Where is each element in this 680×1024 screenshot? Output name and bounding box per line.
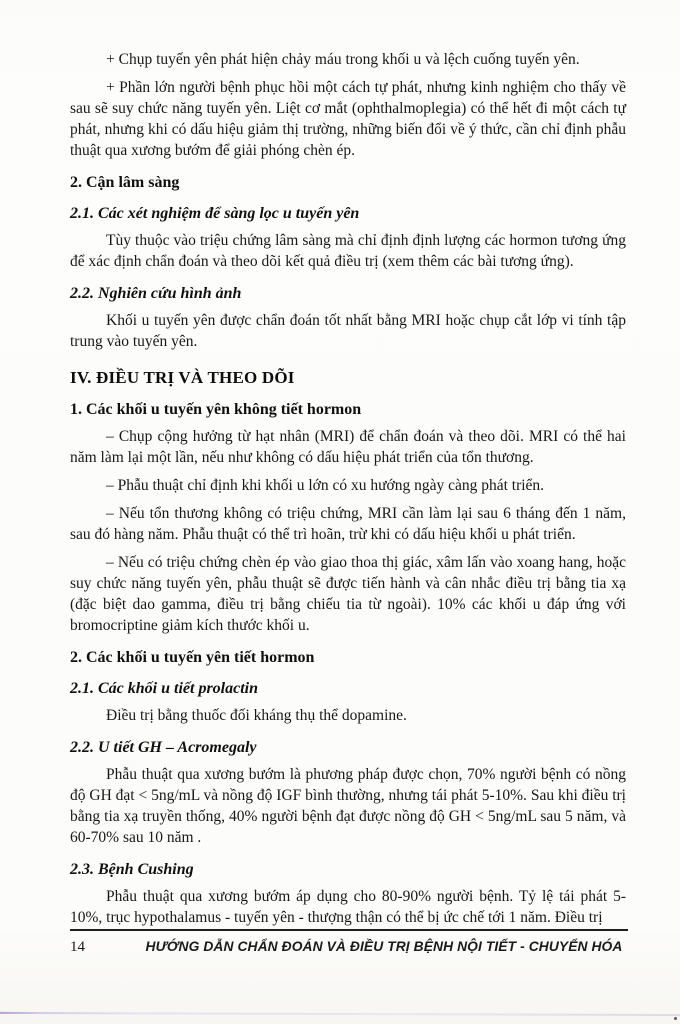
subsection-heading: 2.2. Nghiên cứu hình ảnh xyxy=(70,285,242,302)
paragraph: Phẫu thuật qua xương bướm áp dụng cho 80-90% người bệnh. Tỷ lệ tái phát 5-10%, trục hypothalamus - tuyến yên - thượng thận có thể bị ức chế tới 1 năm. Điều trị xyxy=(70,888,626,926)
paragraph: Khối u tuyến yên được chẩn đoán tốt nhất bằng MRI hoặc chụp cắt lớp vi tính tập trung vào tuyến yên. xyxy=(70,312,626,350)
scan-speck xyxy=(674,1017,677,1020)
section-heading: 2. Các khối u tuyến yên tiết hormon xyxy=(70,649,315,666)
paragraph: Phẫu thuật qua xương bướm là phương pháp được chọn, 70% người bệnh có nồng độ GH đạt < 5ng/mL và nồng độ IGF bình thường, nhưng tái phát 5-10%. Sau khi điều trị bằng tia xạ truyền thống, 40% người bệnh đạt được nồng độ GH < 5ng/mL sau 5 năm, và 60-70% sau 10 năm . xyxy=(70,766,626,846)
page-number: 14 xyxy=(70,939,85,955)
paragraph: Tùy thuộc vào triệu chứng lâm sàng mà chỉ định định lượng các hormon tương ứng để xác định chẩn đoán và theo dõi kết quả điều trị (xem thêm các bài tương ứng). xyxy=(70,232,626,270)
scan-edge-line xyxy=(0,1012,680,1016)
bullet-item: + Phần lớn người bệnh phục hồi một cách tự phát, nhưng kinh nghiệm cho thấy về sau sẽ suy chức năng tuyến yên. Liệt cơ mắt (ophthalmoplegia) có thể hết đi một cách tự phát, nhưng khi có dấu hiệu giảm thị trường, những biến đổi về ý thức, cần chỉ định phẫu thuật qua xương bướm để giải phóng chèn ép. xyxy=(70,79,626,159)
chapter-heading: IV. ĐIỀU TRỊ VÀ THEO DÕI xyxy=(70,368,295,387)
paragraph: Điều trị bằng thuốc đối kháng thụ thể dopamine. xyxy=(106,707,407,724)
subsection-heading: 2.3. Bệnh Cushing xyxy=(70,861,194,878)
section-heading: 2. Cận lâm sàng xyxy=(70,174,180,191)
bullet-item: – Nếu có triệu chứng chèn ép vào giao thoa thị giác, xâm lấn vào xoang hang, hoặc suy chức năng tuyến yên, phẫu thuật sẽ được tiến hành và cân nhắc điều trị bằng tia xạ (đặc biệt dao gamma, điều trị bằng chiếu tia từ ngoài). 10% các khối u đáp ứng với bromocriptine giảm kích thước khối u. xyxy=(70,554,626,634)
running-title: HƯỚNG DẪN CHẨN ĐOÁN VÀ ĐIỀU TRỊ BỆNH NỘI TIẾT - CHUYỂN HÓA xyxy=(145,939,623,954)
bullet-item: + Chụp tuyến yên phát hiện chảy máu trong khối u và lệch cuống tuyến yên. xyxy=(106,51,580,68)
bullet-item: – Chụp cộng hưởng từ hạt nhân (MRI) để chẩn đoán và theo dõi. MRI có thể hai năm làm lại một lần, nếu như không có dấu hiệu phát triển của tổn thương. xyxy=(70,428,626,466)
page-footer xyxy=(70,929,628,956)
section-heading: 1. Các khối u tuyến yên không tiết hormon xyxy=(70,401,362,418)
document-body xyxy=(70,42,626,935)
bullet-item: – Nếu tổn thương không có triệu chứng, MRI cần làm lại sau 6 tháng đến 1 năm, sau đó hàng năm. Phẫu thuật có thể trì hoãn, trừ khi có dấu hiệu khối u phát triển. xyxy=(70,505,626,543)
subsection-heading: 2.1. Các khối u tiết prolactin xyxy=(70,680,259,697)
subsection-heading: 2.1. Các xét nghiệm để sàng lọc u tuyến yên xyxy=(70,205,360,222)
subsection-heading: 2.2. U tiết GH – Acromegaly xyxy=(70,739,257,756)
bullet-item: – Phẫu thuật chỉ định khi khối u lớn có xu hướng ngày càng phát triển. xyxy=(106,477,545,494)
